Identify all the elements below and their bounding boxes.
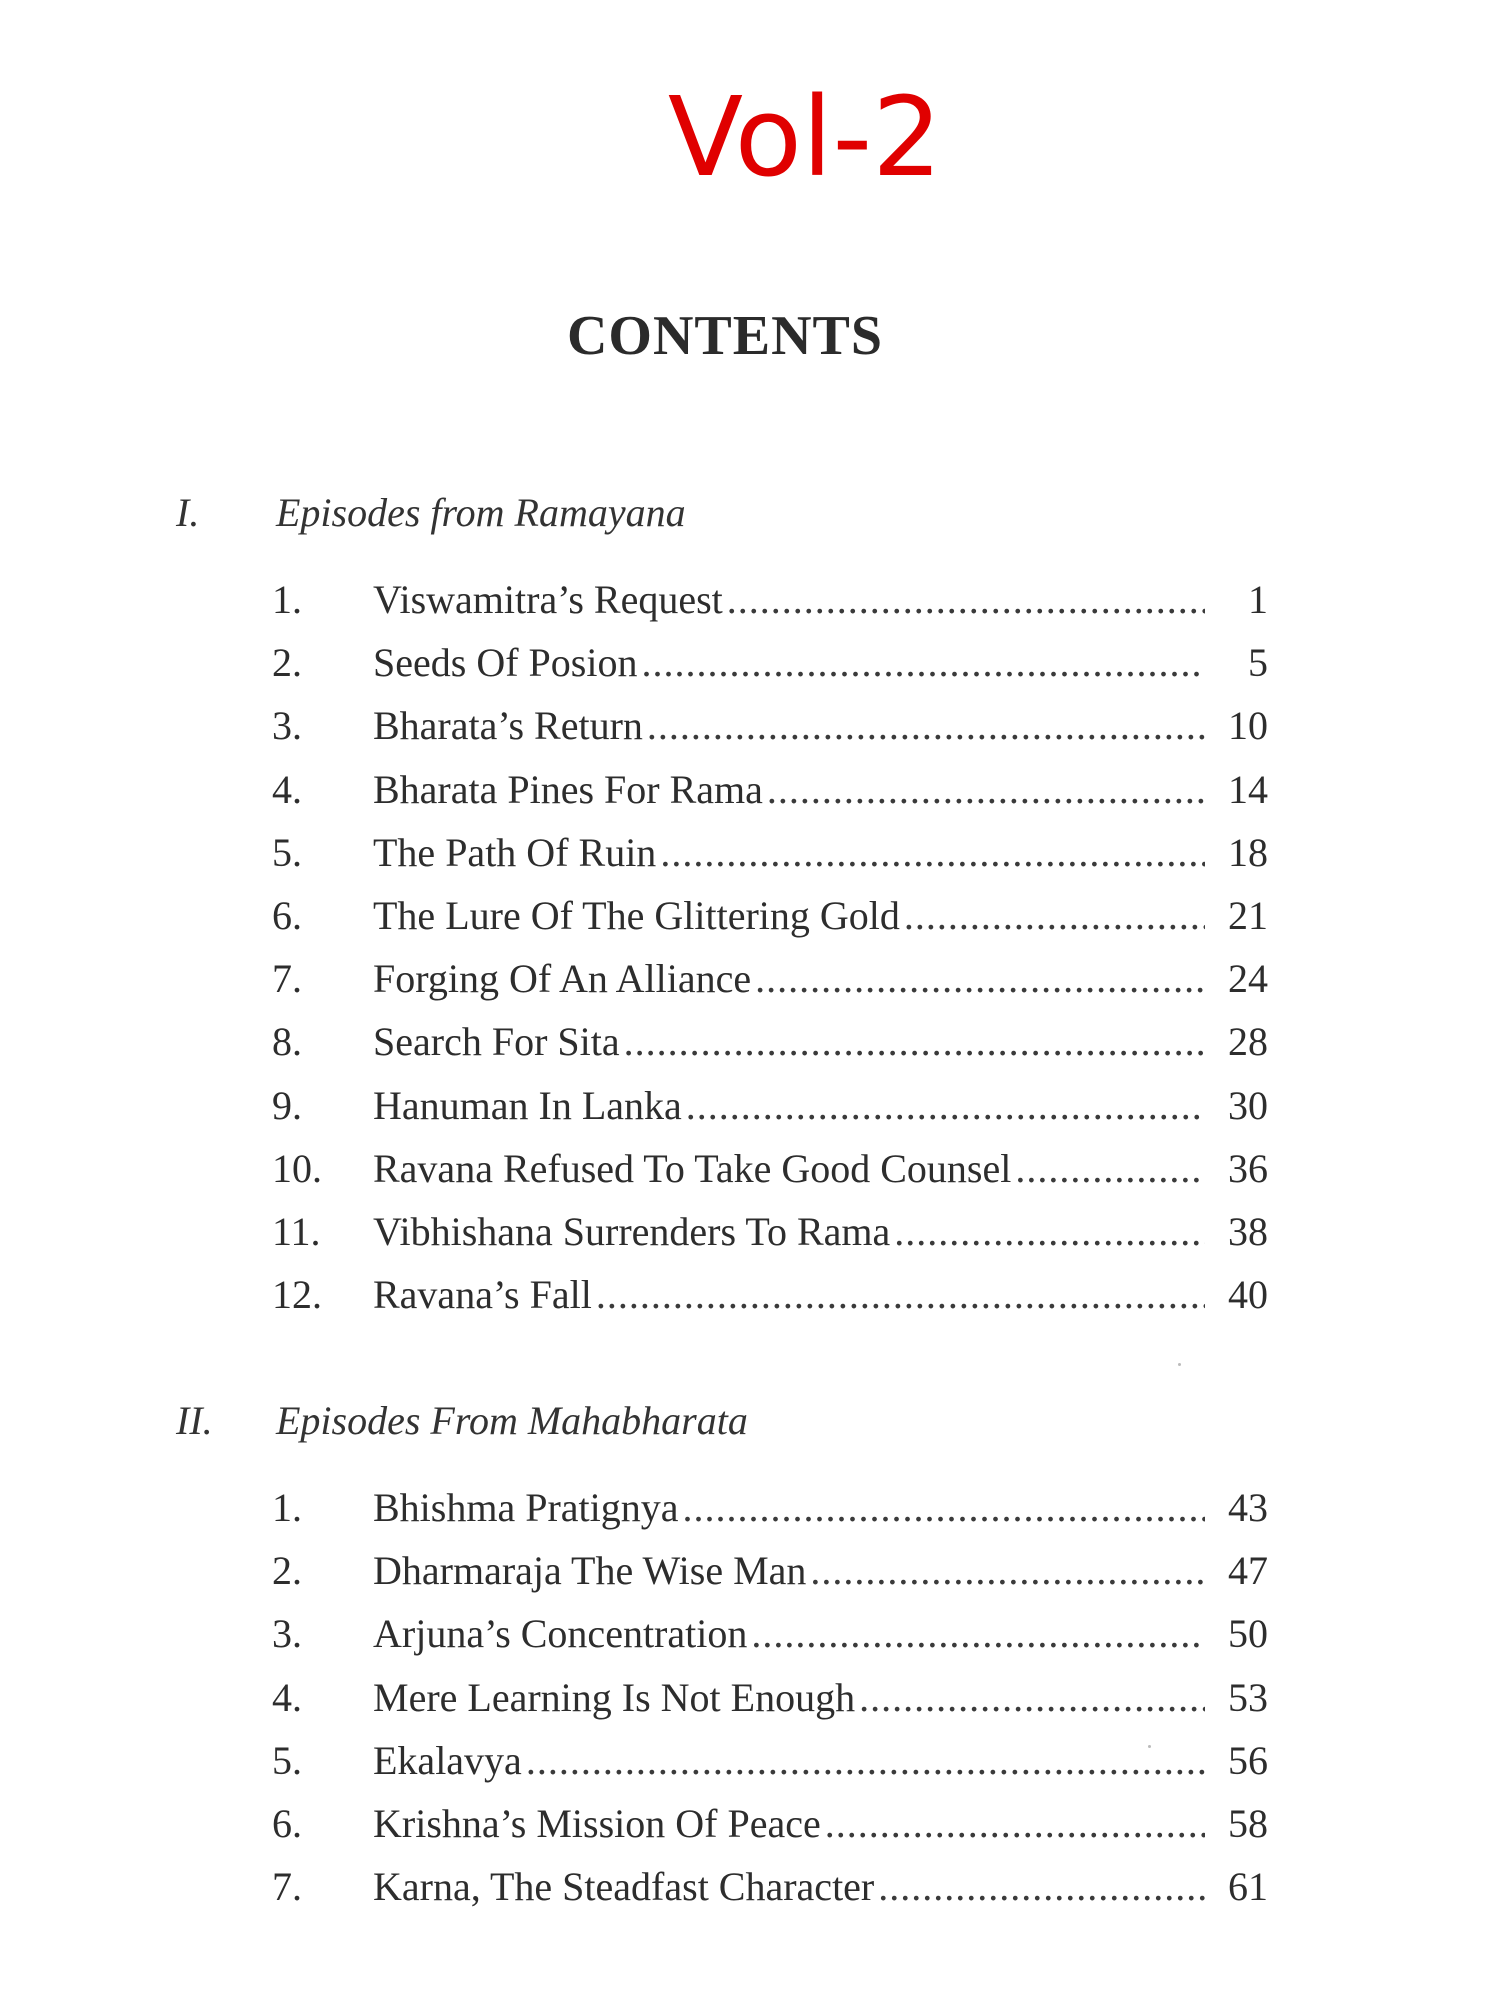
entry-title-line: [373, 825, 1205, 881]
entry-title: Forging Of An Alliance: [373, 956, 752, 1001]
dot-leader: [526, 1733, 1205, 1789]
section-numeral: II.: [176, 1398, 213, 1443]
toc-entry: [0, 1480, 1500, 1536]
entry-title: Dharmaraja The Wise Man: [373, 1548, 807, 1593]
entry-page-number: 58: [1228, 1801, 1268, 1846]
entry-title-line: [373, 888, 1205, 944]
entry-title: The Path Of Ruin: [373, 830, 657, 875]
entry-page-number: 36: [1228, 1146, 1268, 1191]
entry-title-line: [373, 1670, 1205, 1726]
entry-number: 6.: [272, 893, 302, 938]
section-title: Episodes from Ramayana: [276, 490, 686, 535]
entry-page-number: 21: [1228, 893, 1268, 938]
entry-page-number: 24: [1228, 956, 1268, 1001]
entry-number: 9.: [272, 1083, 302, 1128]
entry-title-line: [373, 1204, 1205, 1260]
entry-number: 1.: [272, 1485, 302, 1530]
dot-leader: [878, 1859, 1205, 1915]
entry-number: 7.: [272, 956, 302, 1001]
entry-title: Mere Learning Is Not Enough: [373, 1675, 856, 1720]
entry-title: Ekalavya: [373, 1738, 522, 1783]
entry-number: 5.: [272, 1738, 302, 1783]
entry-page-number: 28: [1228, 1019, 1268, 1064]
entry-title-line: [373, 1480, 1205, 1536]
section-heading: [0, 488, 1500, 538]
entry-number: 1.: [272, 577, 302, 622]
entry-number: 6.: [272, 1801, 302, 1846]
dot-leader: [647, 698, 1205, 754]
dot-leader: [660, 825, 1205, 881]
entry-title: Arjuna’s Concentration: [373, 1611, 748, 1656]
toc-entry: [0, 762, 1500, 818]
toc-entry: [0, 1796, 1500, 1852]
entry-title: Seeds Of Posion: [373, 640, 638, 685]
entry-page-number: 53: [1228, 1675, 1268, 1720]
toc-entry: [0, 888, 1500, 944]
toc-entry: [0, 1543, 1500, 1599]
entry-page-number: 43: [1228, 1485, 1268, 1530]
entry-page-number: 18: [1228, 830, 1268, 875]
entry-page-number: 56: [1228, 1738, 1268, 1783]
dot-leader: [624, 1014, 1205, 1070]
section-numeral: I.: [176, 490, 200, 535]
entry-title-line: [373, 1796, 1205, 1852]
entry-page-number: 1: [1248, 577, 1268, 622]
entry-title: Ravana Refused To Take Good Counsel: [373, 1146, 1012, 1191]
dot-leader: [755, 951, 1205, 1007]
contents-heading: CONTENTS: [566, 305, 884, 367]
entry-number: 5.: [272, 830, 302, 875]
toc-entry: [0, 1078, 1500, 1134]
toc-entry: [0, 1014, 1500, 1070]
entry-title: Krishna’s Mission Of Peace: [373, 1801, 821, 1846]
entry-title: Bhishma Pratignya: [373, 1485, 679, 1530]
entry-number: 12.: [272, 1272, 322, 1317]
toc-entry: [0, 635, 1500, 691]
entry-title-line: [373, 698, 1205, 754]
entry-title-line: [373, 1859, 1205, 1915]
entry-page-number: 38: [1228, 1209, 1268, 1254]
paper-speck: [1148, 1745, 1151, 1748]
dot-leader: [641, 635, 1205, 691]
toc-entry: [0, 572, 1500, 628]
dot-leader: [596, 1267, 1205, 1323]
entry-title: Hanuman In Lanka: [373, 1083, 682, 1128]
entry-title-line: [373, 1606, 1205, 1662]
entry-title-line: [373, 762, 1205, 818]
dot-leader: [859, 1670, 1205, 1726]
entry-number: 8.: [272, 1019, 302, 1064]
volume-label: Vol-2: [667, 73, 943, 201]
entry-number: 3.: [272, 1611, 302, 1656]
toc-entry: [0, 1267, 1500, 1323]
dot-leader: [686, 1078, 1205, 1134]
entry-title: Karna, The Steadfast Character: [373, 1864, 875, 1909]
dot-leader: [1015, 1141, 1205, 1197]
toc-entry: [0, 1141, 1500, 1197]
toc-entry: [0, 1733, 1500, 1789]
entry-page-number: 50: [1228, 1611, 1268, 1656]
entry-title: The Lure Of The Glittering Gold: [373, 893, 900, 938]
entry-title-line: [373, 951, 1205, 1007]
toc-entry: [0, 1670, 1500, 1726]
toc-entry: [0, 951, 1500, 1007]
entry-title-line: [373, 1078, 1205, 1134]
entry-title-line: [373, 1543, 1205, 1599]
entry-title-line: [373, 1267, 1205, 1323]
entry-title-line: [373, 1733, 1205, 1789]
dot-leader: [904, 888, 1205, 944]
dot-leader: [810, 1543, 1205, 1599]
entry-title-line: [373, 572, 1205, 628]
entry-title: Search For Sita: [373, 1019, 620, 1064]
entry-title-line: [373, 1014, 1205, 1070]
entry-page-number: 10: [1228, 703, 1268, 748]
entry-number: 2.: [272, 1548, 302, 1593]
toc-entry: [0, 1859, 1500, 1915]
section-heading: [0, 1396, 1500, 1446]
entry-number: 11.: [272, 1209, 321, 1254]
entry-page-number: 61: [1228, 1864, 1268, 1909]
toc-entry: [0, 1606, 1500, 1662]
entry-number: 10.: [272, 1146, 322, 1191]
dot-leader: [751, 1606, 1205, 1662]
entry-title: Viswamitra’s Request: [373, 577, 723, 622]
entry-page-number: 30: [1228, 1083, 1268, 1128]
toc-entry: [0, 1204, 1500, 1260]
toc-entry: [0, 825, 1500, 881]
entry-number: 4.: [272, 767, 302, 812]
entry-title: Bharata Pines For Rama: [373, 767, 763, 812]
entry-title-line: [373, 1141, 1205, 1197]
section-title: Episodes From Mahabharata: [276, 1398, 748, 1443]
entry-page-number: 14: [1228, 767, 1268, 812]
entry-page-number: 40: [1228, 1272, 1268, 1317]
entry-number: 3.: [272, 703, 302, 748]
dot-leader: [727, 572, 1205, 628]
dot-leader: [894, 1204, 1205, 1260]
paper-speck: [1178, 1363, 1181, 1366]
entry-page-number: 5: [1248, 640, 1268, 685]
dot-leader: [767, 762, 1205, 818]
dot-leader: [825, 1796, 1205, 1852]
entry-number: 7.: [272, 1864, 302, 1909]
entry-number: 2.: [272, 640, 302, 685]
entry-page-number: 47: [1228, 1548, 1268, 1593]
entry-title: Bharata’s Return: [373, 703, 643, 748]
entry-title: Ravana’s Fall: [373, 1272, 592, 1317]
entry-number: 4.: [272, 1675, 302, 1720]
dot-leader: [683, 1480, 1205, 1536]
toc-entry: [0, 698, 1500, 754]
entry-title: Vibhishana Surrenders To Rama: [373, 1209, 891, 1254]
entry-title-line: [373, 635, 1205, 691]
